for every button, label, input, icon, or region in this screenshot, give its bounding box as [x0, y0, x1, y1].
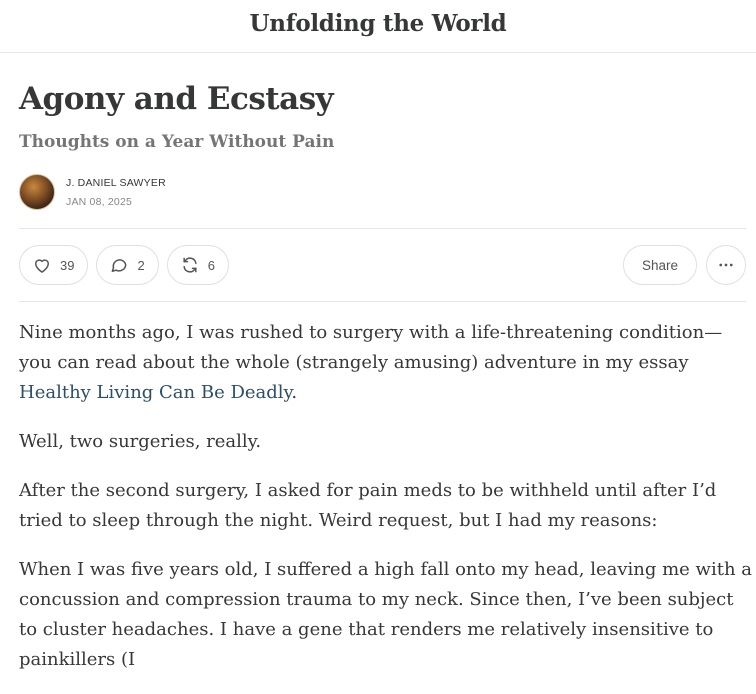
post-actions	[19, 245, 746, 285]
share-button[interactable]: Share	[623, 245, 697, 285]
more-options-button[interactable]	[706, 245, 746, 285]
comment-button[interactable]	[96, 245, 158, 285]
publication-name[interactable]: Unfolding the World	[249, 9, 507, 37]
body-paragraph-2: Well, two surgeries, really.	[19, 431, 262, 452]
post-body	[19, 318, 754, 694]
comment-count: 2	[137, 257, 145, 273]
body-paragraph-4: When I was five years old, I suffered a high fall onto my head, leaving me with a concussion and compression trauma to my neck. Since then, I’ve been subject to cluster headaches. I have a gene that renders me relatively insensitive to painkillers (I	[19, 559, 752, 670]
like-button[interactable]	[19, 245, 88, 285]
body-paragraph-1	[19, 318, 754, 408]
essay-link[interactable]: Healthy Living Can Be Deadly	[19, 382, 292, 403]
author-name[interactable]: J. DANIEL SAWYER	[66, 176, 166, 189]
post-title: Agony and Ecstasy	[19, 81, 334, 117]
body-paragraph-3: After the second surgery, I asked for pain meds to be withheld until after I’d tried to sleep through the night. Weird request, but I had my reasons:	[19, 480, 717, 531]
byline-meta	[66, 177, 166, 208]
author-avatar[interactable]	[19, 174, 55, 210]
like-count: 39	[60, 257, 75, 273]
restack-arrows-icon	[180, 255, 200, 275]
heart-icon	[32, 255, 52, 275]
byline	[19, 173, 166, 211]
divider-top	[19, 228, 746, 229]
body-text: .	[291, 382, 298, 403]
divider-bottom	[19, 301, 746, 302]
body-text: Nine months ago, I was rushed to surgery with a life-threatening condition—you can read about the whole (strangely amusing) adventure in my essay	[19, 322, 723, 373]
ellipsis-icon	[717, 256, 735, 274]
restack-count: 6	[207, 257, 215, 273]
post-subtitle: Thoughts on a Year Without Pain	[19, 132, 335, 152]
post-date: JAN 08, 2025	[66, 195, 133, 208]
comment-bubble-icon	[109, 255, 129, 275]
restack-button[interactable]	[167, 245, 229, 285]
publication-header	[0, 0, 756, 53]
